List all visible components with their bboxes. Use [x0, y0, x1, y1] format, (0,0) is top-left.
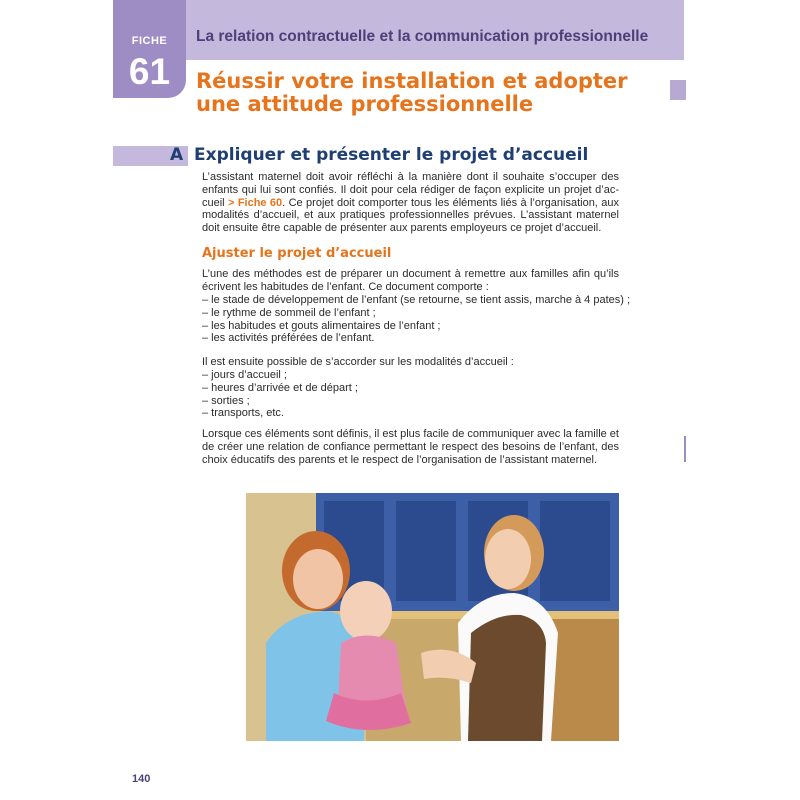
list-item: – le rythme de sommeil de l’enfant ; [202, 306, 376, 319]
section-letter: A [170, 145, 184, 165]
section-title: Expliquer et présenter le projet d’accueil [194, 145, 589, 165]
margin-line [684, 436, 686, 462]
fiche-reference-link[interactable]: > Fiche 60 [228, 196, 283, 209]
list-item: – heures d’arrivée et de départ ; [202, 381, 358, 394]
page-number: 140 [132, 773, 151, 785]
list-item: – les habitudes et gouts alimentaires de l’enfant ; [202, 319, 441, 332]
photo-baby-head [340, 581, 392, 641]
list-item: – sorties ; [202, 394, 250, 407]
fiche-tab [113, 0, 186, 98]
photo-cabinet-door [396, 501, 456, 601]
intro-paragraph [202, 171, 619, 235]
chapter-title: La relation contractuelle et la communication professionnelle [196, 28, 649, 45]
margin-marker [670, 80, 686, 100]
list-item: – transports, etc. [202, 407, 284, 420]
photo-vest [468, 615, 546, 741]
list-item: – le stade de développement de l’enfant (se retourne, se tient assis, marche à 4 pates) ; [202, 294, 631, 306]
conclusion-paragraph: Lorsque ces éléments sont définis, il est plus facile de communiquer avec la famille et de créer une relation de confiance permettant le respect des besoins de l’enfant, des choix éducatifs des parents et le respect de l’organisation de l’assistant maternel. [202, 428, 619, 466]
page-title-line-1: Réussir votre installation et adopter [196, 69, 628, 93]
methods-paragraph: L’une des méthodes est de préparer un document à remettre aux familles afin qu’ils écrivent les habitudes de l’enfant. Ce document comporte : [202, 268, 619, 293]
modalities-list [202, 369, 632, 420]
list-item: – jours d’accueil ; [202, 369, 287, 381]
modalities-paragraph: Il est ensuite possible de s’accorder sur les modalités d’accueil : [202, 356, 514, 368]
photo-illustration [246, 493, 619, 741]
intro-text-end: . Ce projet doit comporter tous les éléments liés à l’organisation, aux modalités d’accueil, et aux pratiques professionnelles prévues. L’assistant maternel doit ensuite être capable de présenter aux parents employeurs ce projet d’accueil. [202, 196, 619, 235]
photo-svg [246, 493, 619, 741]
subsection-title: Ajuster le projet d’accueil [202, 246, 392, 261]
page-title-line-2: une attitude professionnelle [196, 92, 534, 116]
document-contents-list [202, 294, 632, 345]
photo-face [485, 529, 531, 589]
photo-face [293, 549, 343, 609]
list-item: – les activités préférées de l’enfant. [202, 332, 375, 345]
page-title [196, 70, 666, 116]
fiche-number: 61 [128, 51, 171, 92]
photo-cabinet-door [540, 501, 610, 601]
intro-text-start: L’assistant maternel doit avoir réfléchi à la manière dont il souhaite s’occuper des enfants qui lui sont confiés. Il doit pour cela rédiger de façon explicite un projet d’accueil [202, 171, 619, 209]
fiche-label: FICHE [131, 35, 168, 47]
